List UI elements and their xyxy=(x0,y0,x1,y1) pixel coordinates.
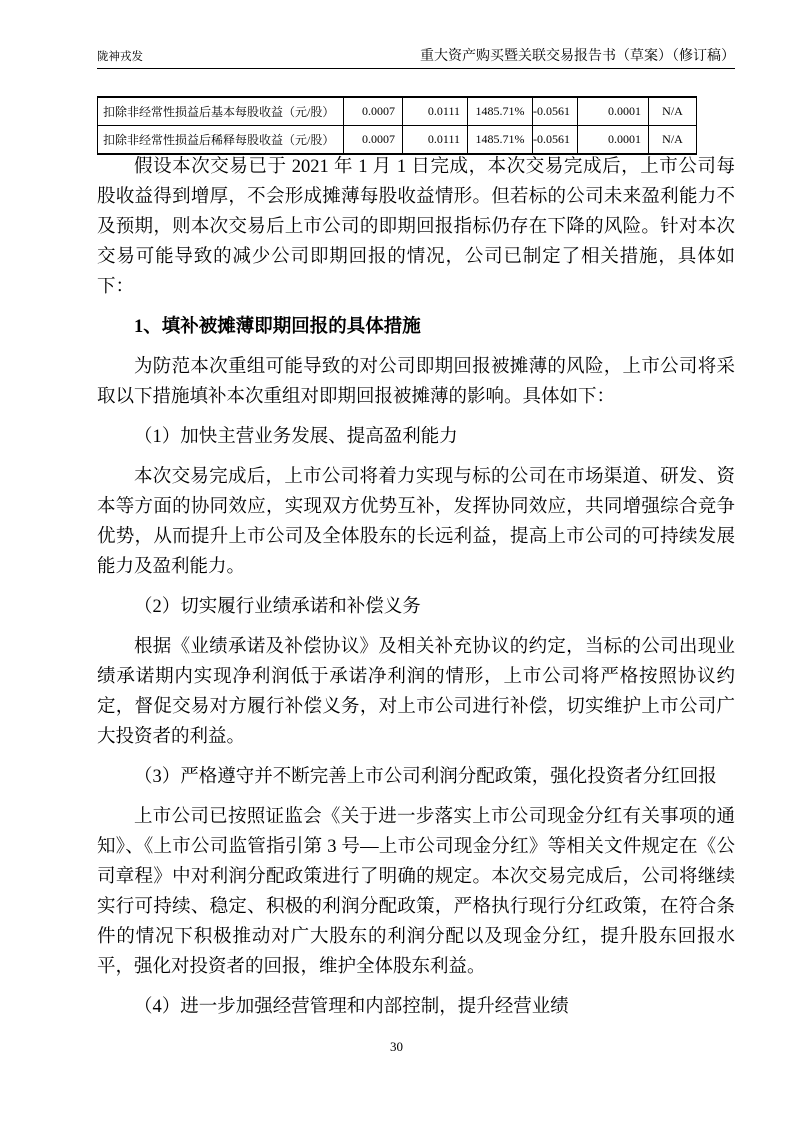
header-company-short-name: 陇神戎发 xyxy=(97,51,143,63)
section-heading-1: 1、填补被摊薄即期回报的具体措施 xyxy=(134,317,421,337)
table-cell-value: 0.0001 xyxy=(578,126,649,155)
body-text xyxy=(97,152,735,1032)
table-cell-value: -0.0561 xyxy=(533,126,578,155)
table-cell-value: 0.0001 xyxy=(578,97,649,126)
sub-heading-3: （3）严格遵守并不断完善上市公司利润分配政策，强化投资者分红回报 xyxy=(134,767,717,787)
paragraph: 根据《业绩承诺及补偿协议》及相关补充协议的约定，当标的公司出现业绩承诺期内实现净利润低于承诺净利润的情形，上市公司将严格按照协议约定，督促交易对方履行补偿义务，对上市公司进行补偿，切实维护上市公司广大投资者的利益。 xyxy=(97,637,735,747)
page-footer xyxy=(0,1039,793,1055)
eps-indicators-table xyxy=(97,96,697,155)
table-cell-indicator: 扣除非经常性损益后基本每股收益（元/股） xyxy=(98,97,344,126)
table-cell-value: N/A xyxy=(649,97,697,126)
page-number: 30 xyxy=(390,1039,403,1054)
table-cell-value: -0.0561 xyxy=(533,97,578,126)
running-header xyxy=(97,48,735,69)
table-cell-value: 0.0007 xyxy=(344,126,403,155)
table-cell-value: 0.0111 xyxy=(403,97,468,126)
table-cell-value: 1485.71% xyxy=(468,97,533,126)
table-cell-value: 0.0111 xyxy=(403,126,468,155)
paragraph: 上市公司已按照证监会《关于进一步落实上市公司现金分红有关事项的通知》、《上市公司监管指引第 3 号—上市公司现金分红》等相关文件规定在《公司章程》中对利润分配政策进行了明确的规定。本次交易完成后，公司将继续实行可持续、稳定、积极的利润分配政策，严格执行现行分红政策，在符合条件的情况下积极推动对广大股东的利润分配以及现金分红，提升股东回报水平，强化对投资者的回报，维护全体股东利益。 xyxy=(97,807,735,977)
table-cell-value: 1485.71% xyxy=(468,126,533,155)
paragraph: 本次交易完成后，上市公司将着力实现与标的公司在市场渠道、研发、资本等方面的协同效应，实现双方优势互补，发挥协同效应，共同增强综合竞争优势，从而提升上市公司及全体股东的长远利益，提高上市公司的可持续发展能力及盈利能力。 xyxy=(97,467,735,577)
table-cell-value: N/A xyxy=(649,126,697,155)
table-cell-indicator: 扣除非经常性损益后稀释每股收益（元/股） xyxy=(98,126,344,155)
paragraph: 假设本次交易已于 2021 年 1 月 1 日完成，本次交易完成后，上市公司每股收益得到增厚，不会形成摊薄每股收益情形。但若标的公司未来盈利能力不及预期，则本次交易后上市公司的即期回报指标仍存在下降的风险。针对本次交易可能导致的减少公司即期回报的情况，公司已制定了相关措施，具体如下： xyxy=(97,157,735,297)
sub-heading-1: （1）加快主营业务发展、提高盈利能力 xyxy=(134,427,458,447)
sub-heading-2: （2）切实履行业绩承诺和补偿义务 xyxy=(134,597,421,617)
table-cell-value: 0.0007 xyxy=(344,97,403,126)
paragraph: 为防范本次重组可能导致的对公司即期回报被摊薄的风险，上市公司将采取以下措施填补本次重组对即期回报被摊薄的影响。具体如下： xyxy=(97,357,735,407)
sub-heading-4: （4）进一步加强经营管理和内部控制，提升经营业绩 xyxy=(134,997,569,1017)
table-row xyxy=(98,126,697,155)
header-report-title: 重大资产购买暨关联交易报告书（草案）（修订稿） xyxy=(420,49,735,64)
table-row xyxy=(98,97,697,126)
